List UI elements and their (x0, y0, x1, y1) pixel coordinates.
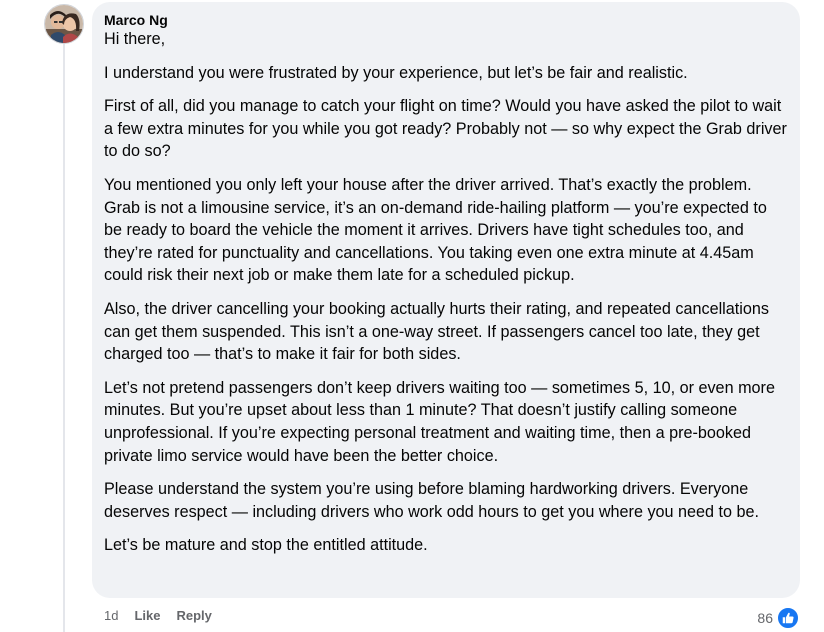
comment-paragraph: I understand you were frustrated by your experience, but let’s be fair and realistic. (104, 63, 688, 82)
comment-paragraph: Let’s be mature and stop the entitled attitude. (104, 536, 428, 555)
reaction-count: 86 (757, 610, 773, 626)
comment-paragraph: First of all, did you manage to catch your flight on time? Would you have asked the pilot to wait a few extra minutes for you while you got ready? Probably not — so why expect the Grab driver to do so? (104, 97, 787, 161)
like-button[interactable]: Like (134, 608, 161, 623)
comment-paragraph: Also, the driver cancelling your booking actually hurts their rating, and repeated cancellations can get them suspended. This isn’t a one-way street. If passengers cancel too late, they get charged too — that’s to make it fair for both sides. (104, 299, 769, 364)
thumbs-up-icon (776, 606, 800, 630)
reply-button[interactable]: Reply (176, 608, 212, 623)
comment-actions (104, 607, 212, 625)
thread-line (63, 44, 65, 632)
avatar[interactable] (44, 4, 84, 44)
comment-bubble (92, 2, 800, 598)
comment-paragraph: Hi there, (104, 30, 166, 48)
reaction-summary[interactable] (757, 606, 800, 630)
comment-paragraph: Please understand the system you’re using before blaming hardworking drivers. Everyone deserves respect — including drivers who work odd hours to get you where you need to be. (104, 480, 760, 521)
comment-paragraph: Let’s not pretend passengers don’t keep drivers waiting too — sometimes 5, 10, or even more minutes. But you’re upset about less than 1 minute? That doesn’t justify calling someone unprofessional. If you’re expecting personal treatment and waiting time, then a pre-booked private limo service would have been the better choice. (104, 378, 775, 465)
comment-paragraph: You mentioned you only left your house after the driver arrived. That’s exactly the problem. Grab is not a limousine service, it’s an on-demand ride-hailing platform — you’re expected to be ready to board the vehicle the moment it arrives. Drivers have tight schedules too, and they’re rated for punctuality and cancellations. You taking even one extra minute at 4.45am could risk their next job or make them late for a scheduled pickup. (104, 175, 767, 285)
comment-timestamp[interactable]: 1d (104, 608, 119, 623)
comment-author[interactable]: Marco Ng (104, 12, 168, 28)
avatar-photo (45, 5, 83, 43)
